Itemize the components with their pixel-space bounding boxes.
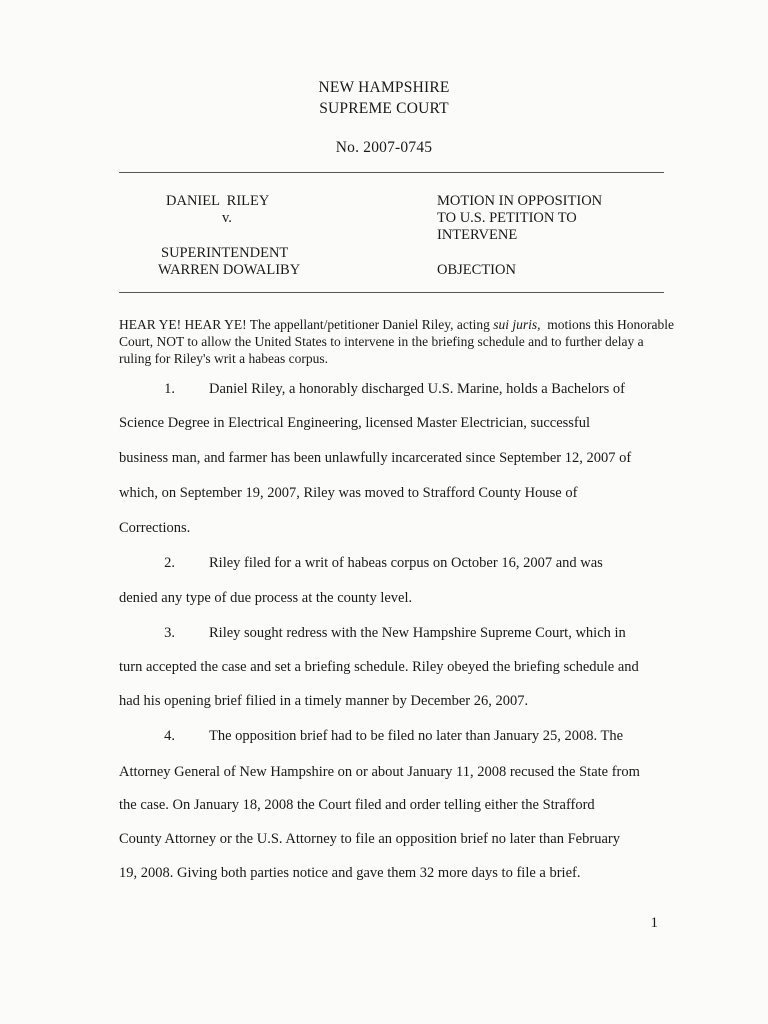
- paragraph-3-line-3: had his opening brief filied in a timely manner by December 26, 2007.: [119, 693, 529, 709]
- motion-title-line2: TO U.S. PETITION TO: [437, 210, 577, 226]
- motion-title-line3: INTERVENE: [437, 227, 518, 243]
- paragraph-1-text-1: Daniel Riley, a honorably discharged U.S. Marine, holds a Bachelors of: [209, 381, 625, 397]
- paragraph-4-line-5: 19, 2008. Giving both parties notice and gave them 32 more days to file a brief.: [119, 865, 581, 881]
- versus-label: v.: [222, 210, 232, 226]
- paragraph-4-line-4: County Attorney or the U.S. Attorney to file an opposition brief no later than February: [119, 831, 620, 847]
- intro-paragraph: [119, 316, 679, 367]
- court-name: SUPREME COURT: [319, 100, 449, 117]
- paragraph-3-text-1: Riley sought redress with the New Hampshire Supreme Court, which in: [209, 625, 626, 641]
- paragraph-1-number: 1.: [164, 381, 175, 397]
- intro-sui-juris: sui juris,: [493, 317, 541, 332]
- paragraph-2-number: 2.: [164, 555, 175, 571]
- paragraph-3-line-2: turn accepted the case and set a briefing schedule. Riley obeyed the briefing schedule and: [119, 659, 639, 675]
- page-number: 1: [650, 915, 658, 931]
- case-number: No. 2007-0745: [335, 139, 433, 156]
- objection-label: OBJECTION: [437, 262, 516, 278]
- paragraph-4-line-2: Attorney General of New Hampshire on or about January 11, 2008 recused the State from: [119, 764, 640, 780]
- paragraph-2-line-1: [119, 555, 603, 572]
- paragraph-3-number: 3.: [164, 625, 175, 641]
- paragraph-4-text-1: The opposition brief had to be filed no later than January 25, 2008. The: [209, 728, 624, 744]
- defendant-name: WARREN DOWALIBY: [158, 262, 301, 278]
- defendant-title: SUPERINTENDENT: [161, 245, 289, 261]
- paragraph-4-number: 4.: [164, 728, 175, 744]
- paragraph-2-text-1: Riley filed for a writ of habeas corpus on October 16, 2007 and was: [209, 555, 603, 571]
- paragraph-1-line-4: which, on September 19, 2007, Riley was moved to Strafford County House of: [119, 485, 578, 501]
- paragraph-4-line-1: [119, 728, 623, 745]
- paragraph-1-line-1: [119, 381, 625, 398]
- court-state: NEW HAMPSHIRE: [318, 79, 450, 96]
- paragraph-1-line-5: Corrections.: [119, 520, 191, 536]
- paragraph-1-line-2: Science Degree in Electrical Engineering, licensed Master Electrician, successful: [119, 415, 591, 431]
- caption-top-divider: [119, 172, 664, 173]
- motion-title-line1: MOTION IN OPPOSITION: [437, 193, 603, 209]
- paragraph-2-line-2: denied any type of due process at the county level.: [119, 590, 413, 606]
- paragraph-4-line-3: the case. On January 18, 2008 the Court filed and order telling either the Strafford: [119, 797, 595, 813]
- plaintiff-name: DANIEL RILEY: [166, 193, 270, 209]
- paragraph-3-line-1: [119, 625, 626, 642]
- intro-text-2: motions this Honorable Court, NOT to allow the United States to intervene in the briefing schedule and to further delay a ruling for Riley's writ a habeas corpus.: [119, 317, 678, 366]
- intro-text-1: HEAR YE! HEAR YE! The appellant/petitioner Daniel Riley, acting: [119, 317, 494, 332]
- caption-bottom-divider: [119, 292, 664, 293]
- paragraph-1-line-3: business man, and farmer has been unlawfully incarcerated since September 12, 2007 of: [119, 450, 632, 466]
